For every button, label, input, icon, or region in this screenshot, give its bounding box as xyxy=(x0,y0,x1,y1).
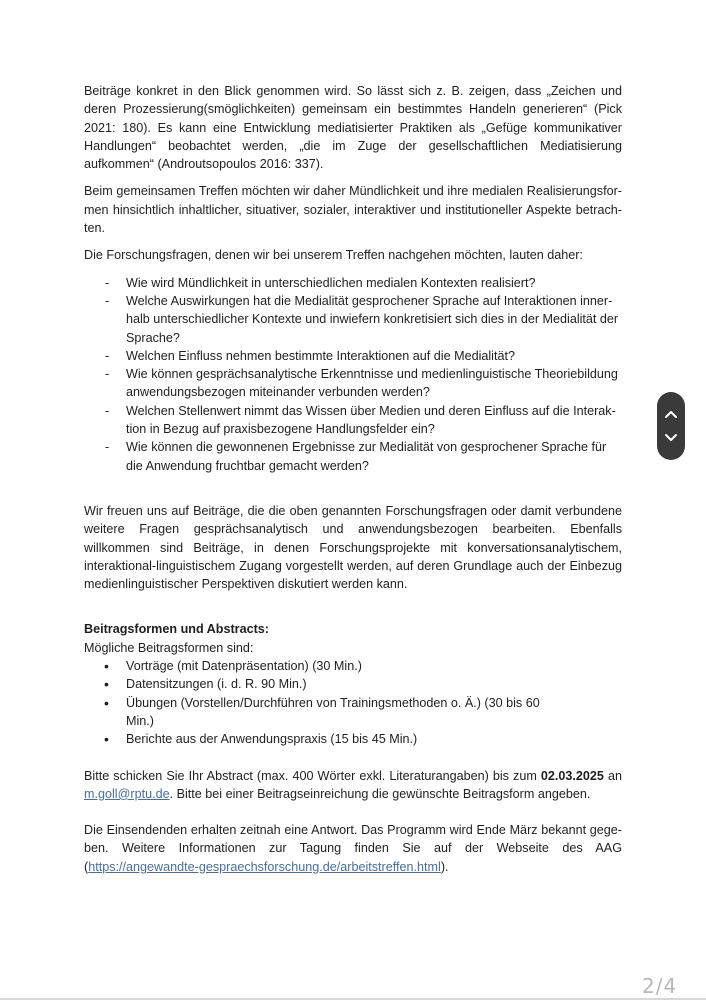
formats-list xyxy=(84,657,622,748)
section-intro: Mögliche Beitragsformen sind: xyxy=(84,640,254,655)
paragraph-closing: Die Einsendenden erhalten zeitnah eine Antwort. Das Programm wird Ende März bekannt gegeben. Weitere Informationen zur Tagung finden Sie auf der Webseite des AAG (https://angewandte-gespraechsforschung.de/arbeitstreffen.html). xyxy=(84,823,622,874)
list-item: • Vorträge (mit Datenpräsentation) (30 Min.) xyxy=(104,658,362,675)
document-body xyxy=(84,82,622,876)
list-item: - Wie können die gewonnenen Ergebnisse zur Medialität von gesprochener Sprache für die Anwendung fruchtbar gemacht werden? xyxy=(105,440,607,473)
page-scroll-control xyxy=(657,392,685,460)
list-item: - Welchen Stellenwert nimmt das Wissen über Medien und deren Einfluss auf die Interaktion in Bezug auf praxisbezogene Handlungsfelder ein? xyxy=(105,403,616,437)
list-item: • Datensitzungen (i. d. R. 90 Min.) xyxy=(104,676,307,693)
scroll-up-button[interactable] xyxy=(663,406,679,422)
email-link[interactable]: m.goll@rptu.de xyxy=(84,786,170,801)
list-item: - Welche Auswirkungen hat die Medialität gesprochener Sprache auf Interaktionen innerhalb unterschiedlicher Kontexte und inwiefern konkretisiert sich dies in der Medialität der Sprache? xyxy=(105,293,619,345)
research-questions-list xyxy=(84,274,622,475)
deadline-date: 02.03.2025 xyxy=(540,768,604,783)
paragraph-questions-intro: Die Forschungsfragen, denen wir bei unserem Treffen nachgehen möchten, lauten daher: xyxy=(84,248,583,263)
section-heading: Beitragsformen und Abstracts: xyxy=(84,622,269,637)
chevron-up-icon xyxy=(663,406,679,422)
chevron-down-icon xyxy=(663,430,679,446)
list-item: • Berichte aus der Anwendungspraxis (15 bis 45 Min.) xyxy=(104,731,418,748)
website-link[interactable]: https://angewandte-gespraechsforschung.de/arbeitstreffen.html xyxy=(88,859,441,874)
page-indicator: 2/4 xyxy=(642,974,678,998)
list-item: - Wie können gesprächsanalytische Erkenntnisse und medienlinguistische Theoriebildung anwendungsbezogen miteinander verbunden werden? xyxy=(105,367,618,400)
scroll-down-button[interactable] xyxy=(663,430,679,446)
list-item: - Wie wird Mündlichkeit in unterschiedlichen medialen Kontexten realisiert? xyxy=(105,275,536,290)
paragraph-contributions: Wir freuen uns auf Beiträge, die die oben genannten Forschungsfragen oder damit verbundene weitere Fragen gesprächsanalytisch und anwendungsbezogen bearbeiten. Ebenfalls willkommen sind Beiträge, in denen Forschungsprojekte mit konversationsanalytischem, interaktional-linguistischem Zugang vorgestellt werden, auf deren Grundlage auch der Einbezug medienlinguistischer Perspektiven diskutiert werden kann. xyxy=(84,503,622,592)
list-item: • Übungen (Vorstellen/Durchführen von Trainingsmethoden o. Ä.) (30 bis 60 Min.) xyxy=(104,694,540,728)
paragraph-submission: Bitte schicken Sie Ihr Abstract (max. 400 Wörter exkl. Literaturangaben) bis zum 02.03.2025 an m.goll@rptu.de. Bitte bei einer Beitragseinreichung die gewünschte Beitragsform angeben. xyxy=(84,768,622,801)
paragraph-meeting: Beim gemeinsamen Treffen möchten wir daher Mündlichkeit und ihre medialen Realisierungsformen hinsichtlich inhaltlicher, situativer, sozialer, interaktiver und institutioneller Aspekte betrachten. xyxy=(84,184,622,236)
list-item: - Welchen Einfluss nehmen bestimmte Interaktionen auf die Medialität? xyxy=(105,348,515,363)
paragraph-intro: Beiträge konkret in den Blick genommen wird. So lässt sich z. B. zeigen, dass „Zeichen und deren Prozessierung(smöglichkeiten) gemeinsam ein bestimmtes Handeln generieren“ (Pick 2021: 180). Es kann eine Entwicklung mediatisierter Praktiken als „Gefüge kommunikativer Handlungen“ beobachtet werden, „die im Zuge der gesellschaftlichen Mediatisierung aufkommen“ (Androutsopoulos 2016: 337). xyxy=(84,84,622,172)
